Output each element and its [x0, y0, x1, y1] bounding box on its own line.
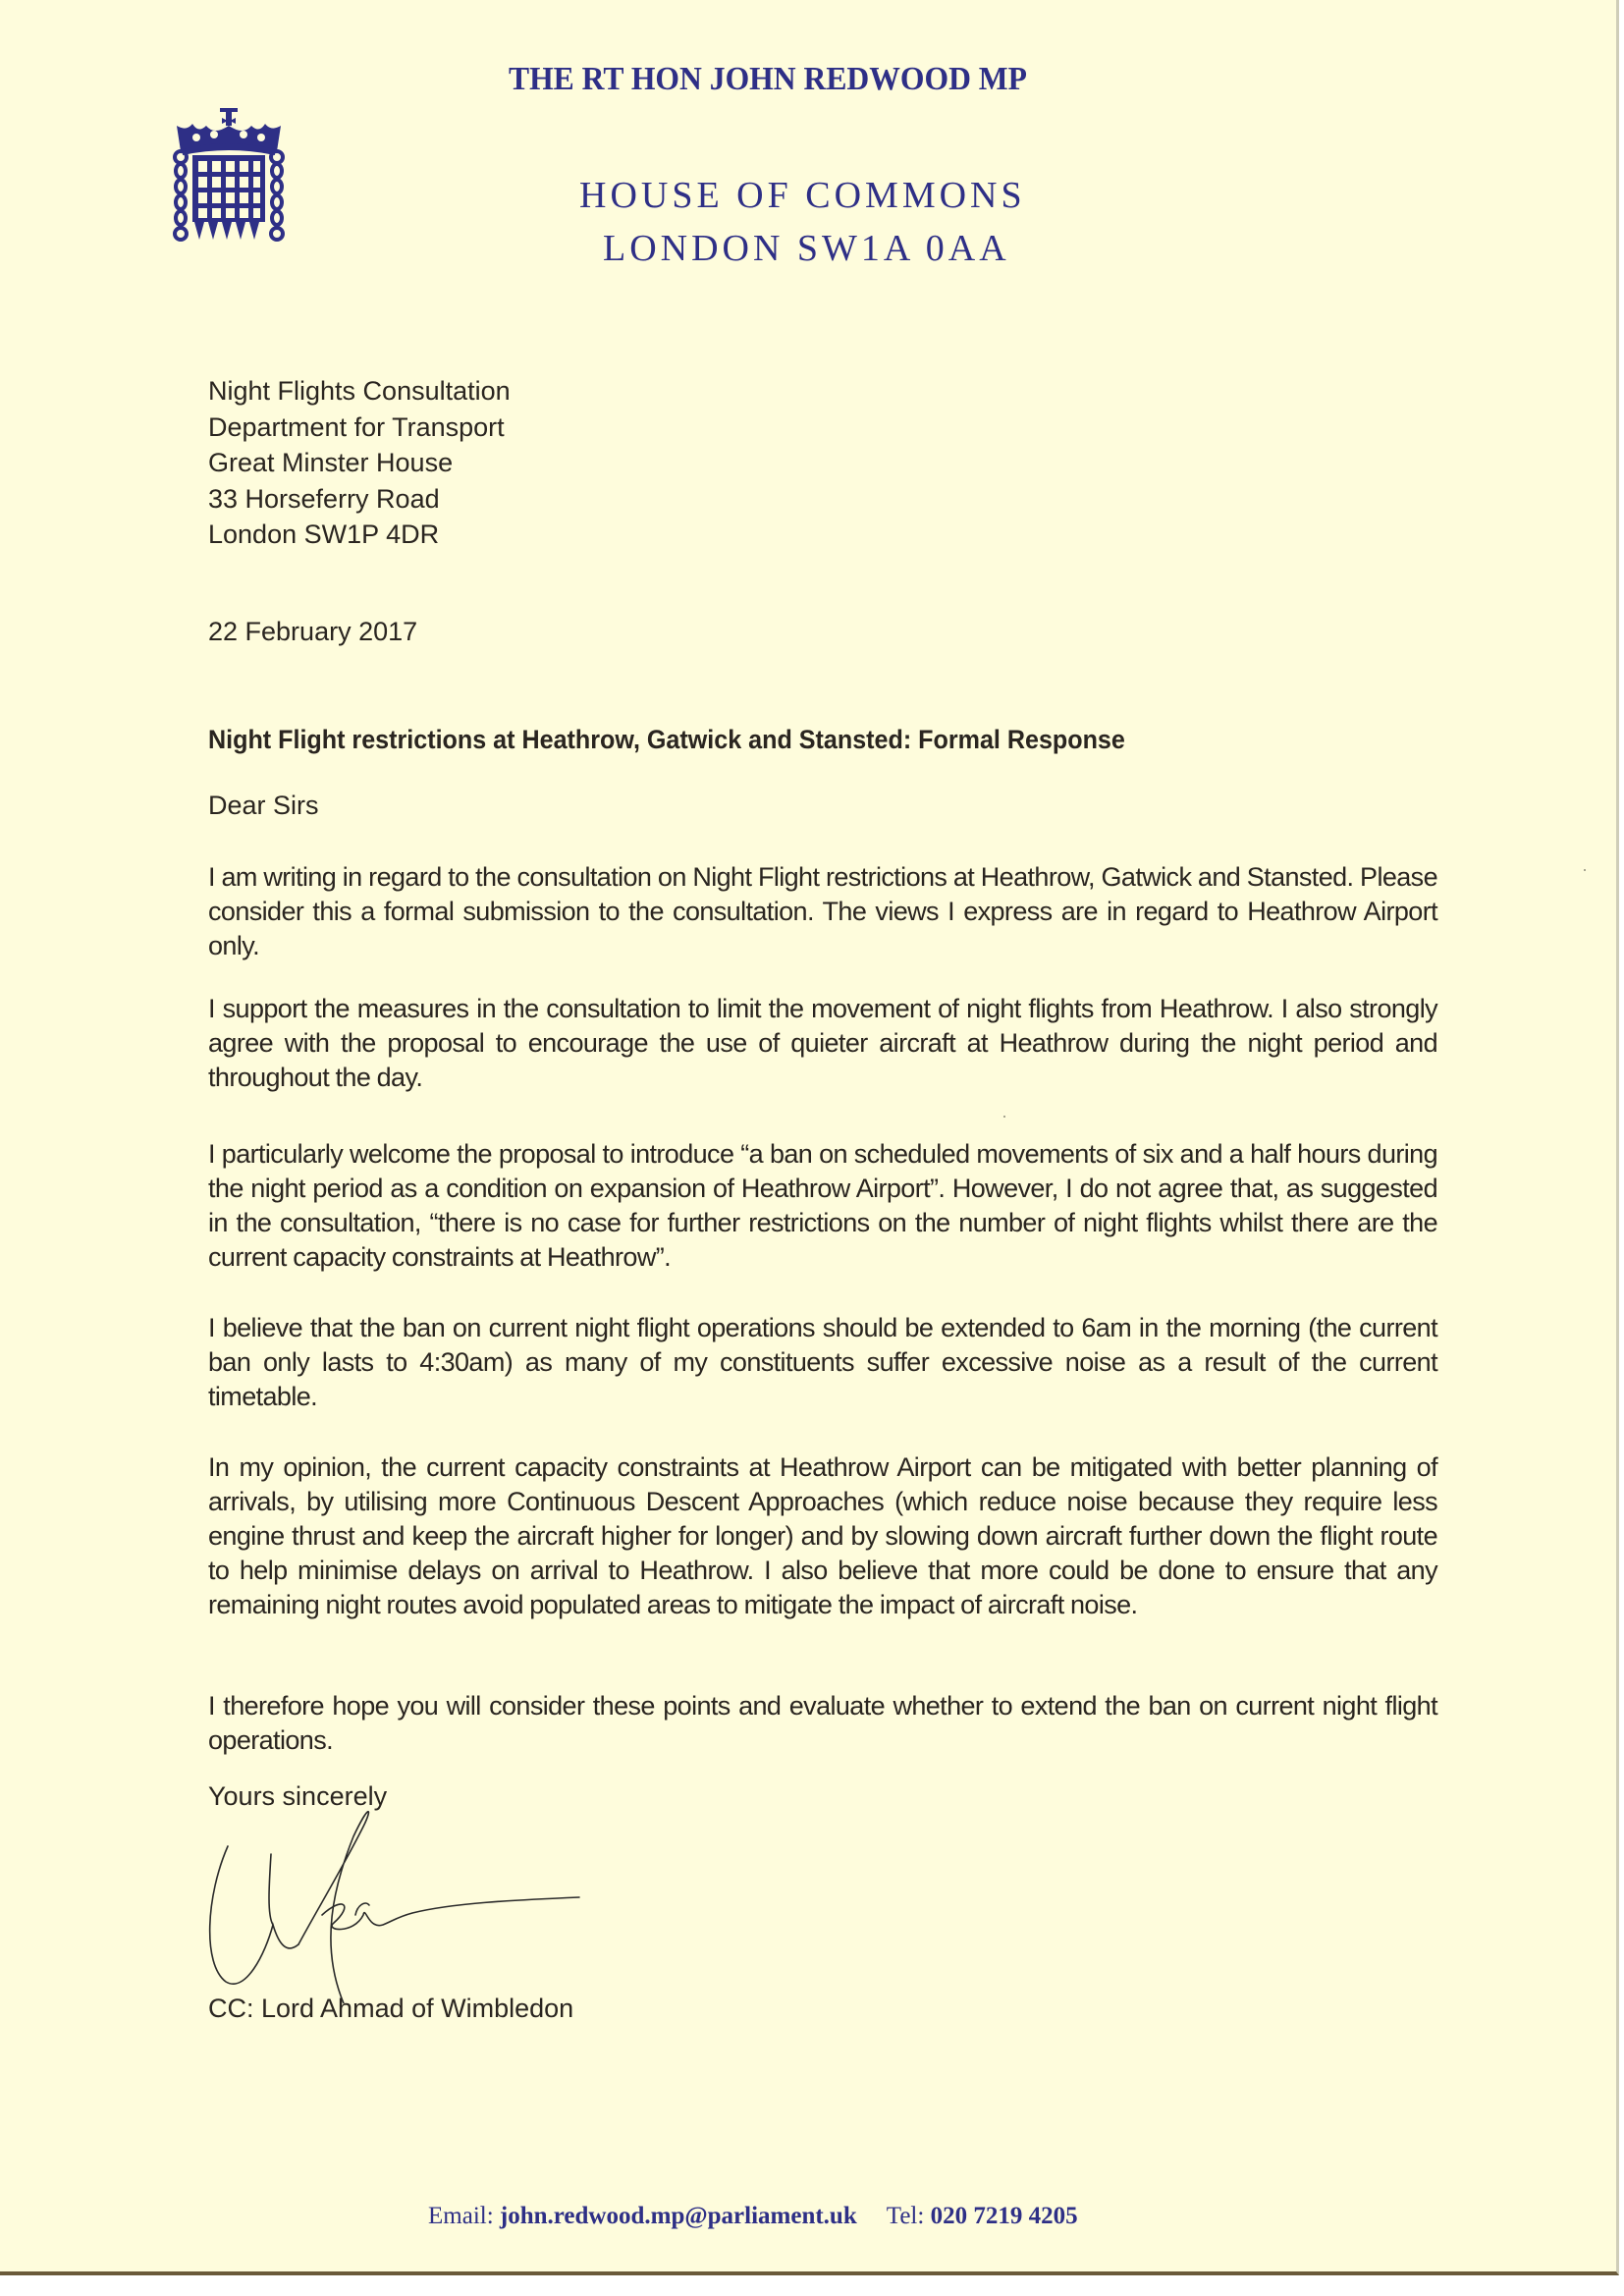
tel-label: Tel: — [886, 2203, 925, 2229]
scan-speck — [1003, 1116, 1005, 1118]
tel-number: 020 7219 4205 — [930, 2203, 1078, 2229]
body-paragraph: I believe that the ban on current night flight operations should be extended to 6am in the morning (the current ban only lasts to 4:30am) as many of my constituents suffer excessive noise as a result of the current timetable. — [208, 1313, 1437, 1411]
body-paragraph: In my opinion, the current capacity constraints at Heathrow Airport can be mitigated with better planning of arrivals, by utilising more Continuous Descent Approaches (which reduce noise because they require less engine thrust and keep the aircraft higher for longer) and by slowing down aircraft further down the flight route to help minimise delays on arrival to Heathrow. I also believe that more could be done to ensure that any remaining night routes avoid populated areas to mitigate the impact of aircraft noise. — [208, 1452, 1437, 1619]
portcullis-icon — [169, 106, 289, 247]
email-label: Email: — [428, 2203, 494, 2229]
mp-name-heading: THE RT HON JOHN REDWOOD MP — [509, 61, 1027, 97]
letter-date: 22 February 2017 — [208, 617, 418, 646]
subject-line: Night Flight restrictions at Heathrow, Gatwick and Stansted: Formal Response — [208, 725, 1125, 754]
recipient-line: London SW1P 4DR — [208, 519, 440, 549]
recipient-line: Department for Transport — [208, 411, 505, 442]
cc-line: CC: Lord Ahmad of Wimbledon — [208, 1994, 574, 2023]
recipient-address — [208, 373, 511, 553]
recipient-line: Night Flights Consultation — [208, 376, 511, 406]
signoff: Yours sincerely — [208, 1781, 388, 1811]
house-line-2: LONDON SW1A 0AA — [603, 228, 1010, 269]
body-paragraph: I therefore hope you will consider these points and evaluate whether to extend the ban on current night flight operations. — [208, 1691, 1437, 1755]
body-paragraph: I particularly welcome the proposal to introduce “a ban on scheduled movements of six and a half hours during the night period as a condition on expansion of Heathrow Airport”. However, I do not agree that, as suggested in the consultation, “there is no case for further restrictions on the number of night flights whilst there are the current capacity constraints at Heathrow”. — [208, 1139, 1437, 1272]
body-paragraph: I am writing in regard to the consultation on Night Flight restrictions at Heathrow, Gatwick and Stansted. Please consider this a formal submission to the consultation. The views I express are in regard to Heathrow Airport only. — [208, 862, 1437, 960]
scan-speck — [1584, 869, 1586, 871]
recipient-line: 33 Horseferry Road — [208, 483, 440, 514]
email-link[interactable]: john.redwood.mp@parliament.uk — [499, 2203, 857, 2229]
signature-icon — [196, 1807, 648, 2003]
recipient-line: Great Minster House — [208, 448, 454, 477]
house-line-1: HOUSE OF COMMONS — [579, 175, 1026, 216]
house-address — [579, 169, 1090, 275]
contact-footer — [428, 2203, 1078, 2230]
salutation: Dear Sirs — [208, 791, 319, 820]
body-paragraph: I support the measures in the consultation to limit the movement of night flights from Heathrow. I also strongly agree with the proposal to encourage the use of quieter aircraft at Heathrow during the night period and throughout the day. — [208, 994, 1437, 1092]
